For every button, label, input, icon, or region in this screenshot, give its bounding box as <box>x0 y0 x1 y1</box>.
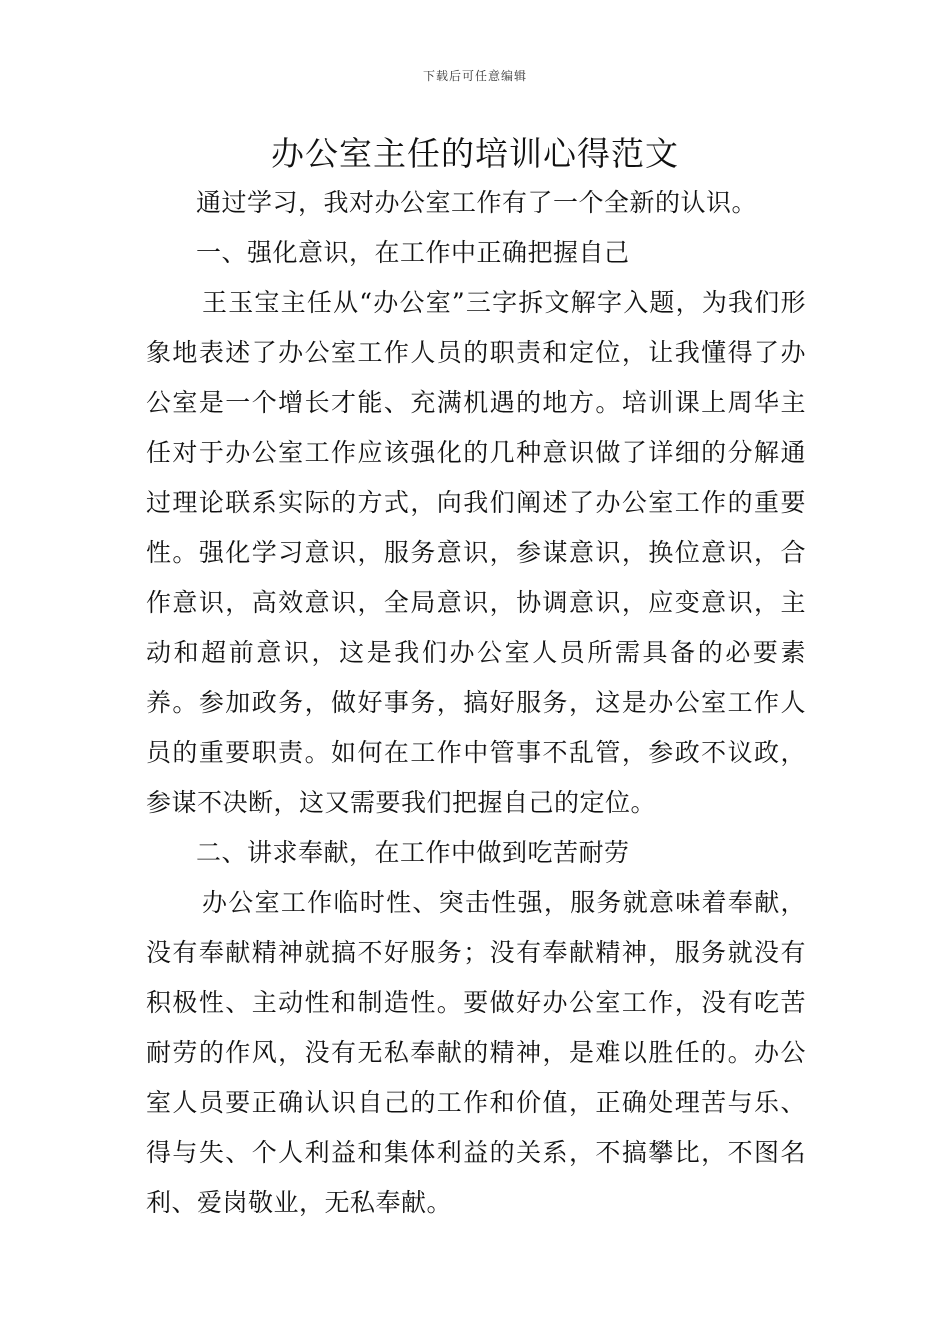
section-1-paragraph: 王玉宝主任从“办公室”三字拆文解字入题，为我们形象地表述了办公室工作人员的职责和定位，让我懂得了办公室是一个增长才能、充满机遇的地方。培训课上周华主任对于办公室工作应该强化的几种意识做了详细的分解通过理论联系实际的方式，向我们阐述了办公室工作的重要性。强化学习意识，服务意识，参谋意识，换位意识，合作意识，高效意识，全局意识，协调意识，应变意识，主动和超前意识，这是我们办公室人员所需具备的必要素养。参加政务，做好事务，搞好服务，这是办公室工作人员的重要职责。如何在工作中管事不乱管，参政不议政，参谋不决断，这又需要我们把握自己的定位。 <box>146 288 806 817</box>
document-title: 办公室主任的培训心得范文 <box>271 134 679 173</box>
section-1-heading: 一、强化意识，在工作中正确把握自己 <box>196 238 630 267</box>
header-note: 下载后可任意编辑 <box>422 69 527 83</box>
intro-paragraph: 通过学习，我对办公室工作有了一个全新的认识。 <box>196 188 758 217</box>
section-2-paragraph: 办公室工作临时性、突击性强，服务就意味着奉献，没有奉献精神就搞不好服务；没有奉献精神，服务就没有积极性、主动性和制造性。要做好办公室工作，没有吃苦耐劳的作风，没有无私奉献的精神，是难以胜任的。办公室人员要正确认识自己的工作和价值，正确处理苦与乐、得与失、个人利益和集体利益的关系，不搞攀比，不图名利、爱岗敬业，无私奉献。 <box>146 888 806 1217</box>
document-body <box>146 178 806 1228</box>
section-2-heading: 二、讲求奉献，在工作中做到吃苦耐劳 <box>196 838 630 867</box>
